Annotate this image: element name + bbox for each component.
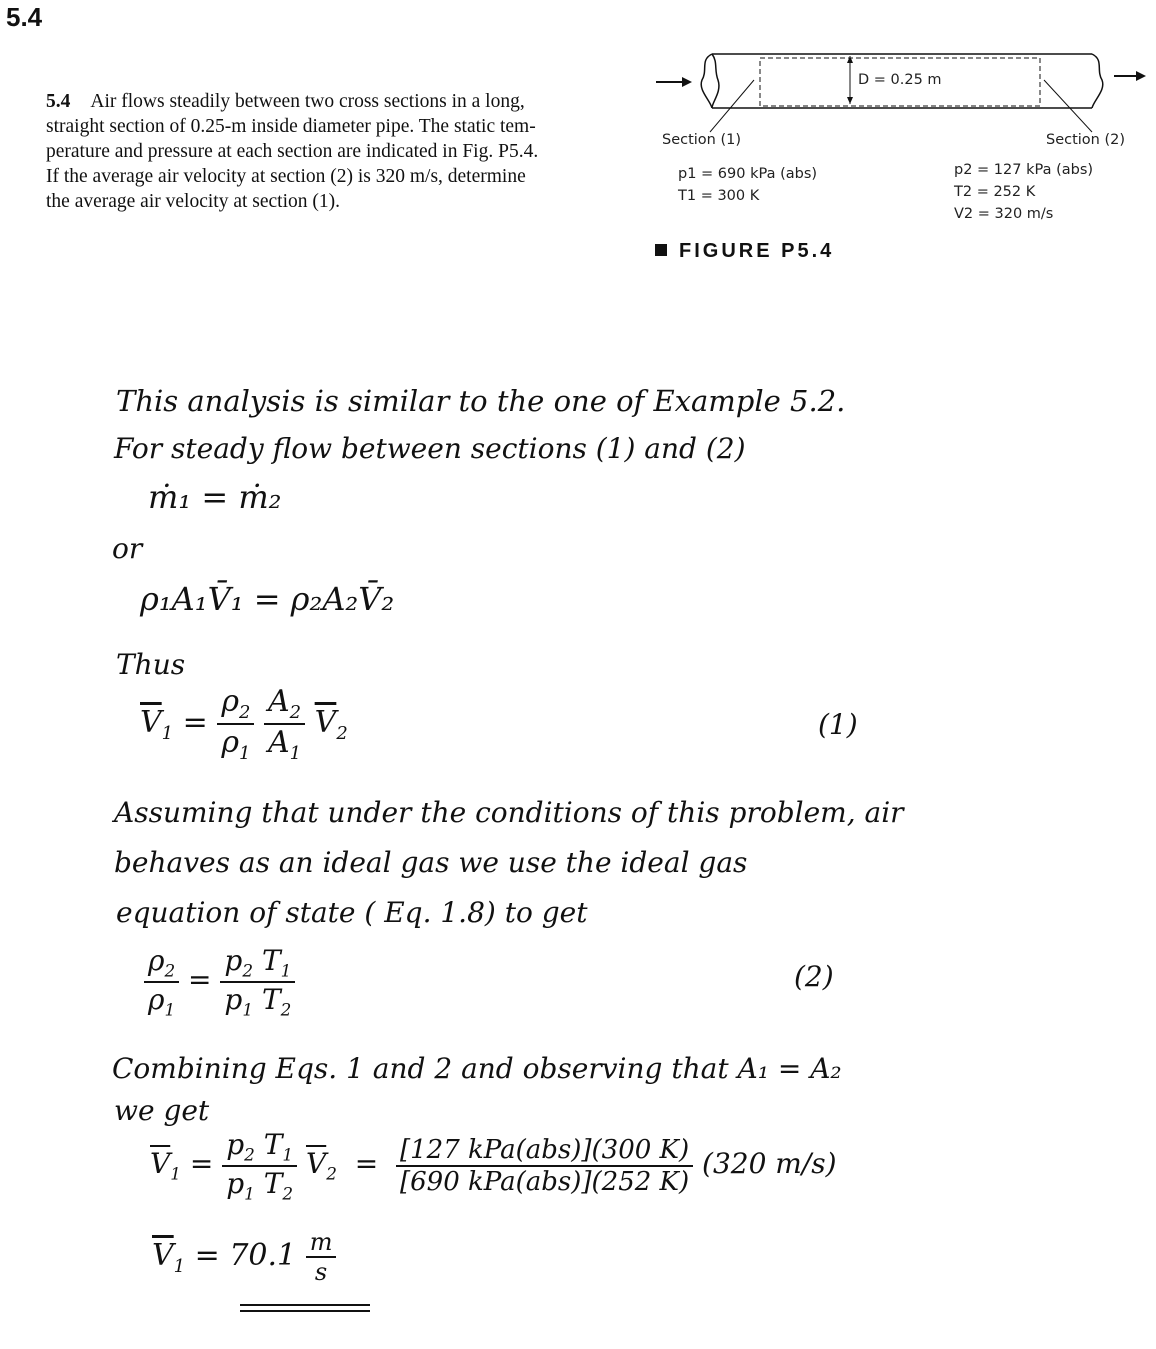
or-text: or — [112, 532, 143, 565]
problem-line-4: If the average air velocity at section (2) is 320 m/s, determine — [46, 166, 526, 187]
final-numerator: [127 kPa(abs)](300 K) — [399, 1134, 690, 1165]
pipe-diagram — [652, 40, 1152, 140]
figure-caption-text: FIGURE P5.4 — [679, 240, 835, 262]
final-equation: $\overline{V}_1$ = $\frac{p_2 T_1}{p_1 T_2}$ $\overline{V}_2$ = $\frac{\text{[127 kPa(abs)](300 K)}}{\text{[690 kPa(abs)](252 K)}}$ (320 m/s) — [150, 1128, 837, 1204]
combine-line-2: we get — [114, 1094, 210, 1127]
p1-value: p1 = 690 kPa (abs) — [678, 166, 818, 182]
problem-line-3: perature and pressure at each section are indicated in Fig. P5.4. — [46, 141, 539, 162]
result-underline-top — [240, 1304, 370, 1306]
equation-1-label: (1) — [818, 708, 858, 741]
continuity-equation: ρ₁A₁V̄₁ = ρ₂A₂V̄₂ — [140, 580, 395, 618]
assume-line-1: Assuming that under the conditions of this problem, air — [114, 796, 904, 829]
section-2-label: Section (2) — [1046, 132, 1126, 148]
result-underline-bottom — [240, 1310, 370, 1312]
final-v2-value: (320 m/s) — [702, 1147, 837, 1181]
problem-statement — [46, 89, 621, 214]
final-denominator: [690 kPa(abs)](252 K) — [396, 1165, 693, 1197]
assume-line-2: behaves as an ideal gas we use the ideal gas — [114, 846, 748, 879]
result-equation: $\overline{V}_1 = 70.1$ $\frac{m}{s}$ — [152, 1228, 336, 1286]
caption-square-icon — [655, 244, 667, 256]
figure-caption — [655, 240, 834, 263]
v2-value: V2 = 320 m/s — [954, 206, 1054, 222]
diameter-label: D = 0.25 m — [858, 72, 942, 88]
result-unit-top: m — [309, 1228, 333, 1256]
mass-flow-equation: ṁ₁ = ṁ₂ — [148, 478, 282, 516]
problem-line-2: straight section of 0.25-m inside diameter pipe. The static tem- — [46, 116, 536, 137]
equation-2-label: (2) — [794, 960, 834, 993]
combine-line-1: Combining Eqs. 1 and 2 and observing that A₁ = A₂ — [112, 1052, 842, 1085]
thus-text: Thus — [116, 648, 186, 681]
t1-value: T1 = 300 K — [678, 188, 760, 204]
solution-line-1: This analysis is similar to the one of Example 5.2. — [116, 384, 846, 418]
equation-1: $\overline{V}_1$ = $\frac{\rho_2}{\rho_1}$ $\frac{A_2}{A_1}$ $\overline{V}_2$ — [140, 684, 348, 764]
equation-2: $\frac{\rho_2}{\rho_1}$ = $\frac{p_2 T_1}{p_1 T_2}$ — [144, 944, 295, 1019]
section-1-label: Section (1) — [662, 132, 742, 148]
result-unit-bottom: s — [306, 1256, 337, 1286]
assume-line-3: equation of state ( Eq. 1.8) to get — [116, 896, 588, 929]
problem-line-5: the average air velocity at section (1). — [46, 191, 340, 212]
p2-value: p2 = 127 kPa (abs) — [954, 162, 1094, 178]
problem-statement-number: 5.4 — [46, 91, 71, 112]
result-value: 70.1 — [229, 1238, 297, 1273]
solution-line-2: For steady flow between sections (1) and (2) — [114, 432, 746, 465]
problem-number: 5.4 — [6, 2, 43, 32]
problem-line-1: Air flows steadily between two cross sections in a long, — [90, 91, 525, 112]
t2-value: T2 = 252 K — [954, 184, 1036, 200]
